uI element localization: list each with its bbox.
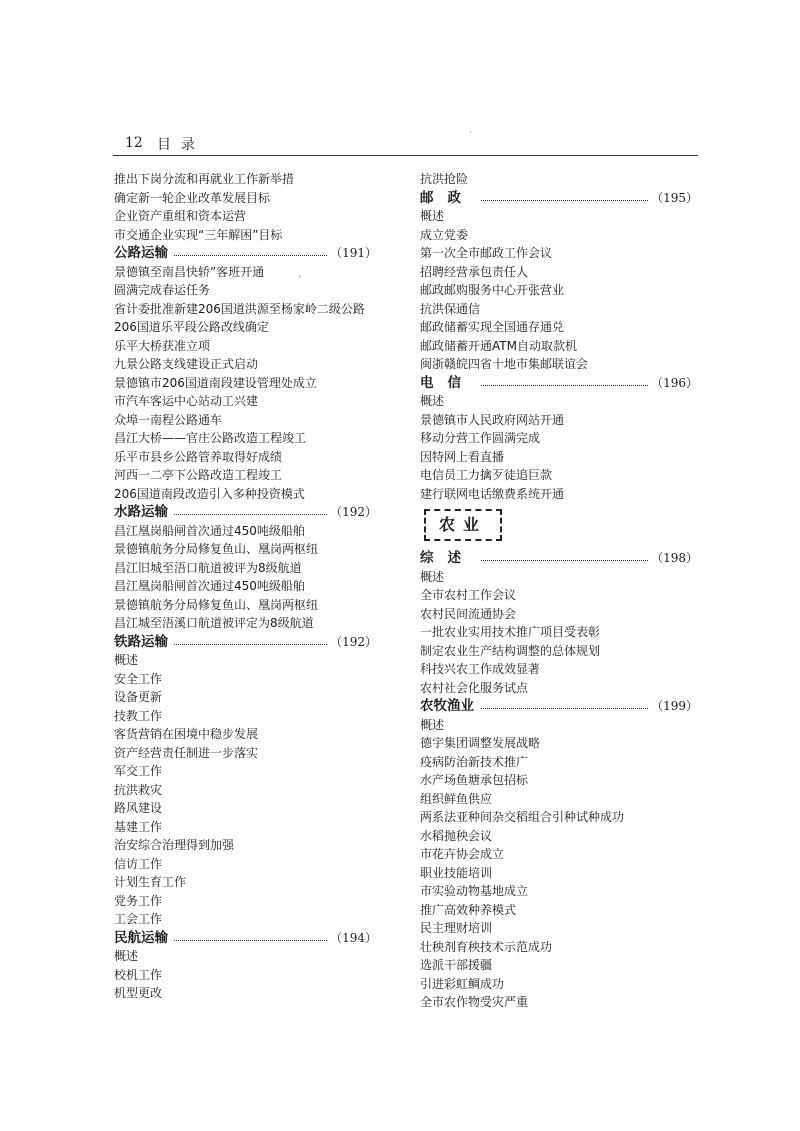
toc-section-heading[interactable]: [420, 374, 698, 393]
toc-entry[interactable]: 景德镇市人民政府网站开通: [420, 412, 565, 427]
toc-entry[interactable]: 职业技能培训: [420, 865, 493, 880]
toc-entry[interactable]: 概述: [420, 569, 445, 584]
toc-entry[interactable]: 组织鲜鱼供应: [420, 791, 493, 806]
toc-entry[interactable]: 景德镇航务分局修复鱼山、凰岗两枢纽: [114, 597, 319, 612]
toc-entry[interactable]: 信访工作: [114, 856, 163, 871]
toc-entry[interactable]: 市交通企业实现“三年解困”目标: [114, 227, 283, 242]
toc-entry[interactable]: 科技兴农工作成效显著: [420, 662, 541, 676]
toc-entry[interactable]: 招聘经营承包责任人: [420, 264, 529, 279]
toc-entry[interactable]: 安全工作: [114, 671, 163, 686]
toc-section-heading[interactable]: [420, 189, 698, 208]
section-label: 农牧渔业: [420, 698, 480, 714]
section-page-number: （196）: [649, 374, 698, 393]
toc-entry[interactable]: 党务工作: [114, 893, 163, 908]
toc-entry[interactable]: 资产经营责任制进一步落实: [114, 745, 259, 760]
toc-entry[interactable]: 民主理财培训: [420, 921, 493, 935]
toc-entry[interactable]: 九景公路支线建设正式启动: [114, 357, 259, 371]
toc-entry[interactable]: 昌江大桥——官庄公路改造工程竣工: [114, 431, 307, 445]
toc-entry[interactable]: 电信员工力擒歹徒追巨款: [420, 468, 553, 482]
toc-entry[interactable]: 昌江旧城至浯口航道被评为8级航道: [114, 560, 302, 575]
toc-section-heading[interactable]: [114, 244, 377, 263]
toc-entry[interactable]: 农村社会化服务试点: [420, 680, 529, 695]
toc-entry[interactable]: 抗洪抢险: [420, 172, 469, 186]
toc-entry[interactable]: 制定农业生产结构调整的总体规划: [420, 643, 601, 658]
toc-entry[interactable]: 壮秧剂育秧技术示范成功: [420, 939, 553, 954]
section-label: 综述: [420, 550, 481, 566]
toc-entry[interactable]: 概述: [420, 209, 445, 223]
toc-section-heading[interactable]: [420, 549, 698, 568]
toc-entry[interactable]: 景德镇航务分局修复鱼山、凰岗两枢纽: [114, 542, 319, 556]
section-label: 电信: [420, 375, 481, 391]
toc-entry[interactable]: 抗洪救灾: [114, 782, 163, 797]
toc-entry[interactable]: 水产场鱼塘承包招标: [420, 773, 529, 787]
toc-entry[interactable]: 工会工作: [114, 912, 163, 926]
section-page-number: （199）: [649, 697, 698, 716]
toc-entry[interactable]: 设备更新: [114, 690, 163, 704]
scan-speck: ˊ: [297, 276, 302, 286]
toc-entry[interactable]: 乐平市县乡公路管养取得好成绩: [114, 449, 283, 464]
section-page-number: （191）: [328, 244, 377, 263]
section-page-number: （192）: [328, 503, 377, 522]
section-label: 邮政: [420, 190, 481, 206]
toc-entry[interactable]: 引进彩虹鲷成功: [420, 976, 505, 991]
toc-entry[interactable]: 市汽车客运中心站动工兴建: [114, 394, 259, 408]
toc-entry[interactable]: 全市农作物受灾严重: [420, 995, 529, 1009]
toc-entry[interactable]: 乐平大桥获准立项: [114, 338, 211, 353]
toc-entry[interactable]: 昌江城至浯溪口航道被评定为8级航道: [114, 616, 314, 630]
toc-entry[interactable]: 水稻抛秧会议: [420, 828, 493, 843]
toc-entry[interactable]: 机型更改: [114, 986, 163, 1000]
section-page-number: （192）: [328, 633, 377, 652]
toc-entry[interactable]: 确定新一轮企业改革发展目标: [114, 190, 271, 205]
toc-entry[interactable]: 两系法亚种间杂交稻组合引种试种成功: [420, 810, 625, 824]
toc-entry[interactable]: 客货营销在困境中稳步发展: [114, 727, 259, 741]
toc-entry[interactable]: 推出下岗分流和再就业工作新举措: [114, 172, 295, 186]
toc-entry[interactable]: 概述: [420, 394, 445, 408]
section-page-number: （194）: [328, 929, 377, 948]
toc-entry[interactable]: 一批农业实用技术推广项目受表彰: [420, 625, 601, 639]
toc-entry[interactable]: 邮政储蓄实现全国通存通兑: [420, 320, 565, 334]
toc-entry[interactable]: 昌江凰岗船闸首次通过450吨级船舶: [114, 523, 305, 538]
toc-entry[interactable]: 概述: [114, 653, 139, 667]
toc-entry[interactable]: 推广高效种养模式: [420, 902, 517, 917]
toc-column-left: [114, 170, 377, 1003]
page-number: 12: [125, 135, 143, 151]
page-title: 目录: [157, 137, 205, 153]
toc-entry[interactable]: 省计委批准新建206国道洪源至杨家岭二级公路: [114, 301, 365, 316]
toc-entry[interactable]: 206国道乐平段公路改线确定: [114, 320, 269, 334]
toc-entry[interactable]: 抗洪保通信: [420, 301, 481, 316]
toc-entry[interactable]: 圆满完成春运任务: [114, 283, 211, 297]
toc-section-heading[interactable]: [114, 929, 377, 948]
toc-entry[interactable]: 成立党委: [420, 227, 469, 242]
toc-entry[interactable]: 众埠一南程公路通车: [114, 412, 223, 427]
toc-entry[interactable]: 农村民间流通协会: [420, 606, 517, 621]
toc-entry[interactable]: 建行联网电话缴费系统开通: [420, 486, 565, 501]
toc-entry[interactable]: 河西一二亭下公路改造工程竣工: [114, 468, 283, 482]
toc-entry[interactable]: 因特网上看直播: [420, 449, 505, 464]
toc-entry[interactable]: 景德镇至南昌快轿”客班开通: [114, 264, 265, 279]
toc-entry[interactable]: 邮政储蓄开通ATM自动取款机: [420, 338, 577, 353]
toc-entry[interactable]: 206国道南段改造引入多种投资模式: [114, 486, 305, 501]
toc-entry[interactable]: 德宇集团调整发展战略: [420, 736, 541, 750]
section-label: 民航运输: [114, 930, 174, 946]
toc-column-right: [420, 170, 698, 1012]
toc-entry[interactable]: 市实验动物基地成立: [420, 884, 529, 898]
toc-entry[interactable]: 闽浙赣皖四省十地市集邮联谊会: [420, 357, 589, 371]
toc-entry[interactable]: 技教工作: [114, 708, 163, 723]
toc-entry[interactable]: 邮政邮购服务中心开张营业: [420, 283, 565, 297]
toc-section-heading[interactable]: [420, 697, 698, 716]
category-title: 农业: [424, 509, 502, 541]
toc-entry[interactable]: 昌江凰岗船闸首次通过450吨级船舶: [114, 579, 305, 593]
toc-entry[interactable]: 基建工作: [114, 819, 163, 834]
section-page-number: （195）: [649, 189, 698, 208]
toc-entry[interactable]: 全市农村工作会议: [420, 588, 517, 602]
section-page-number: （198）: [649, 549, 698, 568]
toc-entry[interactable]: 企业资产重组和资本运营: [114, 209, 247, 223]
toc-entry[interactable]: 第一次全市邮政工作会议: [420, 246, 553, 260]
toc-entry[interactable]: 概述: [420, 717, 445, 732]
toc-entry[interactable]: 校机工作: [114, 967, 163, 982]
category-banner: [420, 503, 698, 549]
toc-entry[interactable]: 路风建设: [114, 801, 163, 815]
toc-entry[interactable]: 市花卉协会成立: [420, 847, 505, 861]
toc-entry[interactable]: 移动分营工作圆满完成: [420, 431, 541, 445]
toc-entry[interactable]: 治安综合治理得到加强: [114, 838, 235, 852]
section-label: 铁路运输: [114, 634, 174, 650]
toc-entry[interactable]: 军交工作: [114, 764, 163, 778]
page-header: [113, 133, 698, 156]
toc-entry[interactable]: 计划生育工作: [114, 875, 187, 889]
section-label: 公路运输: [114, 245, 174, 261]
scan-speck: ·: [469, 128, 472, 138]
toc-section-heading[interactable]: [114, 633, 377, 652]
toc-entry[interactable]: 选派干部援疆: [420, 958, 493, 972]
toc-entry[interactable]: 景德镇市206国道南段建设管理处成立: [114, 375, 317, 390]
toc-entry[interactable]: 疫病防治新技术推广: [420, 754, 529, 769]
toc-entry[interactable]: 概述: [114, 949, 139, 963]
toc-section-heading[interactable]: [114, 503, 377, 522]
section-label: 水路运输: [114, 504, 174, 520]
